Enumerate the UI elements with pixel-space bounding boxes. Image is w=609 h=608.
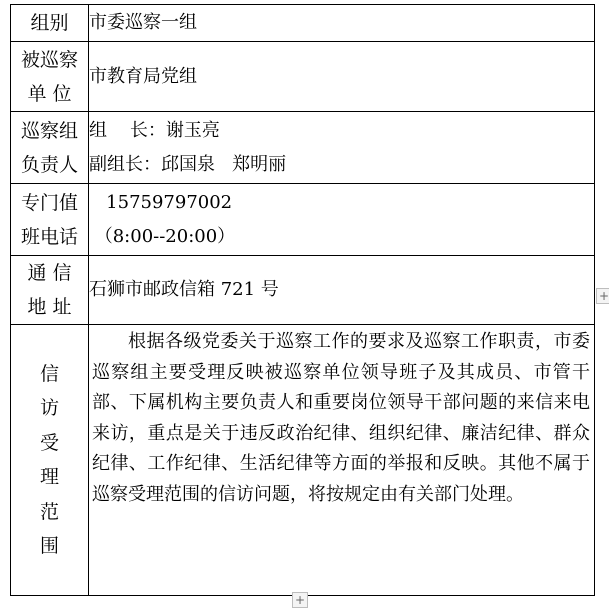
row-inspected-unit bbox=[11, 42, 595, 112]
group-leaders-label-line-1: 巡察组 bbox=[20, 119, 78, 142]
row-group bbox=[11, 5, 595, 42]
hotline-hours: （8:00--20:00） bbox=[89, 225, 236, 247]
row-scope bbox=[11, 325, 595, 596]
scope-label-char: 信 bbox=[39, 362, 59, 385]
table-add-column-handle[interactable]: + bbox=[596, 288, 609, 304]
scope-label-char: 范 bbox=[39, 500, 59, 523]
inspected-unit-value: 市教育局党组 bbox=[89, 42, 595, 112]
hotline-number: 15759797002 bbox=[89, 191, 233, 213]
hotline-label bbox=[11, 184, 89, 256]
scope-label-char: 理 bbox=[39, 466, 59, 488]
scope-label-char: 围 bbox=[39, 535, 59, 557]
row-group-leaders bbox=[11, 112, 595, 184]
inspected-unit-label-line-2: 单 位 bbox=[27, 82, 72, 105]
leader-line: 组 长：谢玉亮 bbox=[89, 119, 220, 141]
row-hotline bbox=[11, 184, 595, 256]
group-leaders-label-line-2: 负责人 bbox=[20, 153, 78, 176]
group-label: 组别 bbox=[11, 5, 89, 42]
address-label-line-2: 地 址 bbox=[27, 296, 72, 318]
group-value: 市委巡察一组 bbox=[89, 5, 595, 42]
inspected-unit-label-line-1: 被巡察 bbox=[20, 48, 78, 71]
scope-label-char: 受 bbox=[39, 431, 59, 454]
group-leaders-label bbox=[11, 112, 89, 184]
table-add-row-handle[interactable]: + bbox=[292, 592, 308, 608]
row-address bbox=[11, 256, 595, 325]
scope-label-char: 访 bbox=[39, 397, 59, 419]
scope-label bbox=[11, 325, 89, 596]
inspection-info-table bbox=[10, 4, 595, 596]
deputy-leader-line: 副组长：邱国泉 郑明丽 bbox=[89, 153, 287, 175]
scope-description: 根据各级党委关于巡察工作的要求及巡察工作职责，市委巡察组主要受理反映被巡察单位领导班子及其成员、市管干部、下属机构主要负责人和重要岗位领导干部问题的来信来电来访，重点是关于违反政治纪律、组织纪律、廉洁纪律、群众纪律、工作纪律、生活纪律等方面的举报和反映。其他不属于巡察受理范围的信访问题，将按规定由有关部门处理。 bbox=[89, 325, 595, 596]
inspected-unit-label bbox=[11, 42, 89, 112]
address-value: 石狮市邮政信箱 721 号 bbox=[89, 256, 595, 325]
hotline-label-line-2: 班电话 bbox=[20, 225, 78, 248]
address-label-line-1: 通 信 bbox=[27, 262, 72, 284]
group-leaders-value bbox=[89, 112, 595, 184]
hotline-value bbox=[89, 184, 595, 256]
hotline-label-line-1: 专门值 bbox=[20, 191, 78, 214]
address-label bbox=[11, 256, 89, 325]
